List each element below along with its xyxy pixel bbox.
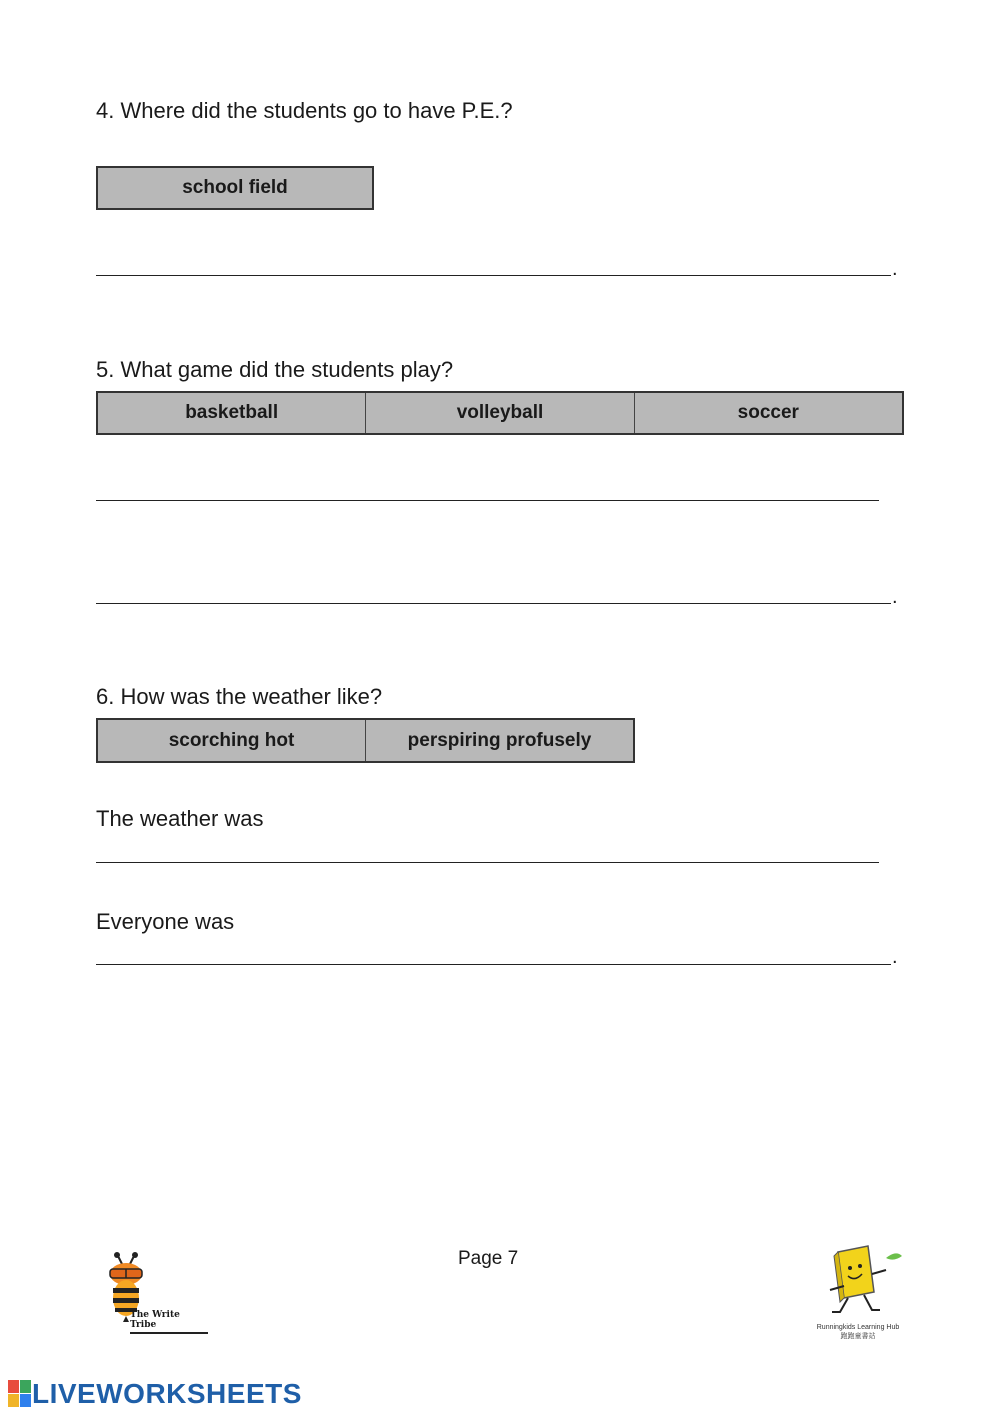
word-chip[interactable]: school field (182, 177, 288, 198)
sentence-prompt: The weather was (96, 806, 264, 831)
sentence-prompt: Everyone was (96, 909, 235, 934)
book-mascot-icon (808, 1240, 908, 1318)
end-period: . (892, 258, 898, 280)
liveworksheets-icon (8, 1380, 32, 1408)
answer-line[interactable] (96, 862, 879, 863)
question-5: 5. What game did the students play? (96, 357, 454, 382)
question-6: 6. How was the weather like? (96, 684, 383, 709)
write-tribe-caption: The Write Tribe (130, 1310, 208, 1334)
word-chip[interactable]: volleyball (365, 393, 633, 433)
word-bank-q6 (96, 718, 635, 763)
answer-line[interactable] (96, 603, 891, 604)
answer-line[interactable] (96, 275, 891, 276)
word-chip[interactable]: soccer (634, 393, 902, 433)
word-chip[interactable]: basketball (185, 402, 279, 423)
word-chip[interactable]: scorching hot (168, 729, 295, 751)
learning-hub-logo (808, 1240, 908, 1345)
word-chip[interactable]: perspiring profusely (365, 720, 633, 761)
word-bank-q5 (96, 391, 904, 435)
word-bank-q4 (96, 166, 374, 210)
liveworksheets-logo[interactable] (8, 1378, 302, 1410)
write-tribe-logo (98, 1250, 208, 1330)
end-period: . (892, 586, 898, 608)
liveworksheets-wordmark: LIVEWORKSHEETS (32, 1378, 302, 1409)
end-period: . (892, 946, 898, 968)
page-number: Page 7 (458, 1248, 519, 1269)
learning-hub-caption: Runningkids Learning Hub 跑跑童書站 (816, 1324, 900, 1340)
answer-line[interactable] (96, 500, 879, 501)
answer-line[interactable] (96, 964, 891, 965)
question-4: 4. Where did the students go to have P.E.? (96, 98, 513, 123)
